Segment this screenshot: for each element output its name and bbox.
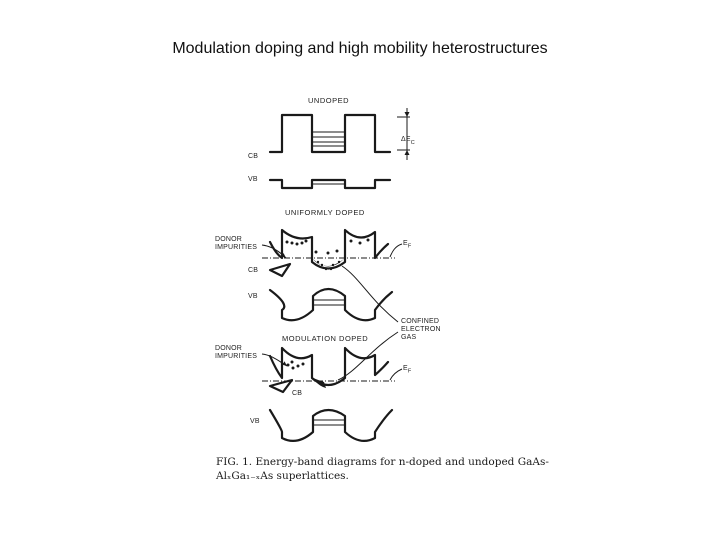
uniform-donor-label-2: IMPURITIES xyxy=(215,244,258,251)
uniform-ef-label: $E_F$ xyxy=(403,240,412,250)
confined-label-3: GAS xyxy=(401,334,417,341)
modulation-ef-arrow xyxy=(390,369,402,380)
delta-ec-label: $\Delta E_C$ xyxy=(401,136,415,146)
undoped-subband-lines xyxy=(313,132,344,146)
modulation-doped-heading: MODULATION DOPED xyxy=(282,334,369,343)
uniform-vb-label: VB xyxy=(248,293,258,300)
uniform-donor-dots xyxy=(286,239,370,255)
undoped-cb-label: CB xyxy=(248,153,259,160)
modulation-electron-gas xyxy=(313,378,326,388)
slide-title: Modulation doping and high mobility heterostructures xyxy=(172,40,548,57)
modulation-donor-label-2: IMPURITIES xyxy=(215,353,258,360)
delta-ec-marker xyxy=(397,108,410,160)
modulation-vb-subbands xyxy=(313,420,344,425)
uniform-donor-label-1: DONOR xyxy=(215,236,243,243)
modulation-ef-label: $E_F$ xyxy=(403,365,412,375)
figure-caption-line-2: AlₓGa₁₋ₓAs superlattices. xyxy=(216,470,349,482)
modulation-donor-dots xyxy=(287,361,305,370)
undoped-heading: UNDOPED xyxy=(308,96,350,105)
modulation-cb-label: CB xyxy=(292,390,303,397)
uniform-vb-subbands xyxy=(313,300,344,305)
uniform-cb-wedge xyxy=(270,264,290,276)
confined-label-2: ELECTRON xyxy=(401,326,441,333)
figure-caption-line-1: FIG. 1. Energy-band diagrams for n-doped and undoped GaAs- xyxy=(216,456,549,468)
modulation-cb-wedge xyxy=(270,380,292,392)
uniformly-doped-heading: UNIFORMLY DOPED xyxy=(285,208,365,217)
uniform-cb-label: CB xyxy=(248,267,259,274)
uniform-conduction-band xyxy=(270,230,388,269)
confined-label-1: CONFINED xyxy=(401,318,440,325)
undoped-vb-label: VB xyxy=(248,176,258,183)
modulation-vb-label: VB xyxy=(250,418,260,425)
uniform-ef-arrow xyxy=(390,244,402,257)
modulation-donor-arrowhead xyxy=(283,361,288,366)
modulation-donor-label-1: DONOR xyxy=(215,345,243,352)
